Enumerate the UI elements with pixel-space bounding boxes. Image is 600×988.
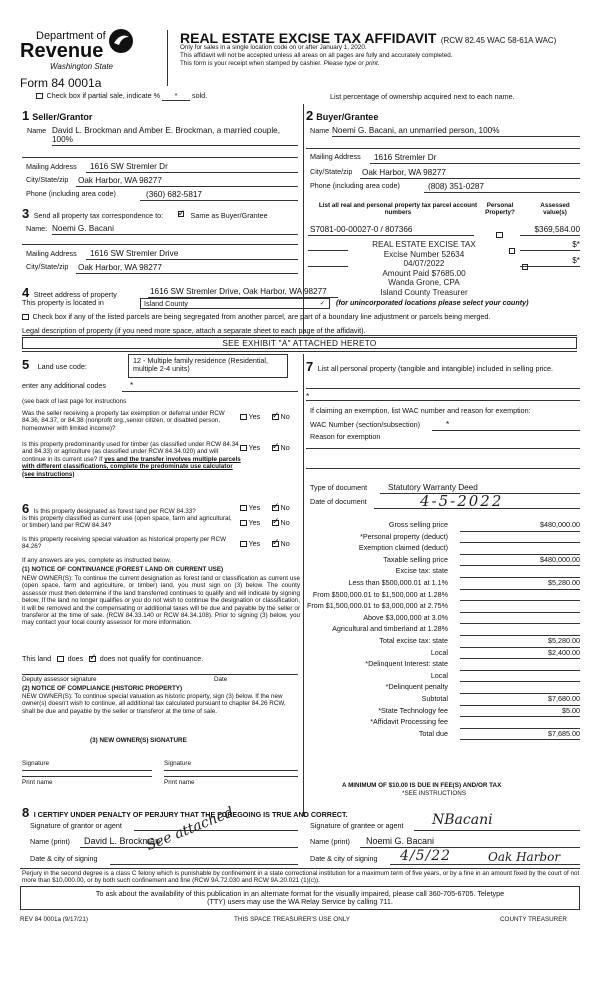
legal-description-value: SEE EXHIBIT "A" ATTACHED HERETO <box>222 339 377 348</box>
partial-sale-percent[interactable]: * <box>162 92 190 101</box>
calc-row <box>306 636 582 648</box>
sec8-number: 8 <box>22 805 30 820</box>
calc-row <box>306 520 582 532</box>
same-as-buyer-checkbox[interactable] <box>178 211 185 218</box>
calc-label: Local <box>430 647 448 657</box>
calc-value[interactable] <box>460 544 580 555</box>
historic-yes <box>240 540 260 548</box>
county-value: Island County <box>144 299 188 308</box>
doc-date-label: Date of document <box>310 497 367 506</box>
county-treasurer: COUNTY TREASURER <box>500 916 567 923</box>
form-number: Form 84 0001a <box>20 76 102 90</box>
header-note-3 <box>180 60 380 67</box>
certify-text: I CERTIFY UNDER PENALTY OF PERJURY THAT THE FOREGOING IS TRUE AND CORRECT. <box>33 810 348 819</box>
title-citation: (RCW 82.45 WAC 58-61A WAC) <box>440 36 557 45</box>
segregated-checkbox[interactable] <box>22 314 29 321</box>
grantee-sig-label: Signature of grantee or agent <box>310 821 404 830</box>
correspondence-heading <box>22 205 268 223</box>
landuse-label-row <box>22 356 87 374</box>
historic-no-checkbox[interactable] <box>272 541 279 548</box>
does-label: does <box>67 654 84 663</box>
sec7-label: List all personal property (tangible and intangible) included in selling price. <box>317 364 554 373</box>
timber-yes-checkbox[interactable] <box>240 445 247 452</box>
revenue-logo-icon <box>108 28 134 54</box>
segregated-row <box>22 313 490 321</box>
seller-city[interactable]: Oak Harbor, WA 98277 <box>78 176 162 185</box>
assessed-value-3[interactable]: $* <box>572 256 580 265</box>
access-line-2: (TTY) users may use the WA Relay Service by calling 711. <box>207 897 393 907</box>
calc-value[interactable] <box>460 602 580 613</box>
parcel-row-1[interactable]: S7081-00-00027-0 / 807366 <box>310 225 413 234</box>
corr-city[interactable]: Oak Harbor, WA 98277 <box>78 263 162 272</box>
forest-yes-label: Yes <box>248 503 261 512</box>
wac-label: WAC Number (section/subsection) <box>310 420 420 429</box>
wac-value[interactable]: * <box>446 420 450 429</box>
calc-value[interactable] <box>460 625 580 636</box>
calc-row <box>306 590 582 602</box>
grantor-date-label: Date & city of signing <box>30 854 98 863</box>
owner-print-label-2: Print name <box>164 779 195 786</box>
calc-row <box>306 682 582 694</box>
continuance-row <box>22 655 203 663</box>
calc-label: *Personal property (deduct) <box>360 531 448 541</box>
tax-calc-table <box>306 520 582 740</box>
buyer-city-label: City/State/zip <box>310 167 353 176</box>
buyer-name-label: Name <box>310 126 330 135</box>
assessed-value-2[interactable]: $* <box>572 240 580 249</box>
calc-label: Subtotal <box>421 693 448 703</box>
perjury-note: Perjury in the second degree is a class C felony which is punishable by confinement in a state correctional institution for a maximum term of five years, or by a fine in an amount fixed by the court of not more than $10,000.00, or by both such confinement and fine (RCW 9A.72.030 and RCW 9A.20.021 (1)(c)). <box>22 870 580 885</box>
calc-value[interactable] <box>460 672 580 683</box>
forest-no-checkbox[interactable] <box>272 505 279 512</box>
calc-row <box>306 717 582 729</box>
landuse-number: 5 <box>22 357 30 372</box>
does-not-label: does not qualify for continuance. <box>99 654 204 663</box>
this-land-label: This land <box>22 654 52 663</box>
stamp-line-6: Island County Treasurer <box>380 287 468 297</box>
grantee-city[interactable]: Oak Harbor <box>488 850 561 864</box>
current-use-no <box>272 519 290 527</box>
grantee-date-label: Date & city of signing <box>310 854 378 863</box>
seller-name-1[interactable]: David L. Brockman and Amber E. Brockman, a married couple, <box>52 126 280 135</box>
owner-signature-label-2: Signature <box>164 760 191 767</box>
grantor-name[interactable]: David L. Brockman <box>84 836 161 846</box>
calc-row <box>306 624 582 636</box>
seller-name-2[interactable]: 100% <box>52 135 73 144</box>
personal-col-header: Personal Property? <box>485 202 515 217</box>
same-as-buyer-label: Same as Buyer/Grantee <box>190 211 268 220</box>
note-3-text: This form is your receipt when stamped by cashier. <box>180 60 322 67</box>
exemption-yes-checkbox[interactable] <box>240 414 247 421</box>
notice1-body: NEW OWNER(S): To continue the current designation as forest land or classification as current use (open space, farm and agriculture, or timber) land, you must sign on (3) below. The county assessor must then determine if the land transferred continues to qualify and will indicate by signing below. If the land no longer qualifies or you do not wish to continue the designation or classification, it will be removed and the compensating or additional taxes will be due and payable by the seller or transferor at the time of sale. (RCW 84.33.140 or RCW 84.34.108). Prior to signing (3) below, you may contact your local county assessor for more information. <box>22 575 300 627</box>
partial-sale-checkbox[interactable] <box>36 93 43 100</box>
does-checkbox[interactable] <box>57 656 64 663</box>
calc-value[interactable]: $5,280.00 <box>460 637 580 648</box>
timber-yes-label: Yes <box>248 443 261 452</box>
answers-note: If any answers are yes, complete as instructed below. <box>22 557 172 564</box>
calc-row <box>306 706 582 718</box>
historic-no <box>272 540 290 548</box>
treasurer-only: THIS SPACE TREASURER'S USE ONLY <box>234 916 350 923</box>
forest-yes-checkbox[interactable] <box>240 505 247 512</box>
see-instructions: *SEE INSTRUCTIONS <box>402 790 467 797</box>
personal-property-value[interactable]: * <box>306 392 310 401</box>
grantee-date[interactable]: 4/5/22 <box>400 848 452 864</box>
assessed-col-header: Assessed value(s) <box>540 202 570 217</box>
timber-question-text: Is this property predominantly used for timber (as classified under RCW 84.34 and 84.33) or agriculture (as classified under RCW 84.34.020) and will continue in its current use? If <box>22 441 239 463</box>
timber-yes <box>240 444 260 452</box>
uninc-note: (for unincorporated locations please select your county) <box>336 298 529 307</box>
sec7-row <box>306 358 582 376</box>
timber-question-bold: yes and the transfer involves multiple parcels with different classifications, complete the predominate use calculator (see instructions) <box>22 455 241 478</box>
note-3-italic: Please type or print. <box>323 60 380 67</box>
partial-sale-label: Check box if partial sale, indicate % <box>46 91 160 100</box>
buyer-phone-label: Phone (including area code) <box>310 181 400 190</box>
grantee-signature[interactable]: NBacani <box>432 812 493 828</box>
calc-row <box>306 555 582 567</box>
calc-row <box>306 671 582 683</box>
see-back-note: (see back of last page for instructions <box>22 398 127 405</box>
legal-description-box[interactable] <box>22 337 577 349</box>
dept-name: Revenue <box>20 40 104 62</box>
exemption-yes <box>240 413 260 421</box>
calc-value[interactable] <box>460 567 580 578</box>
calc-label: *Delinquent Interest: state <box>365 659 448 669</box>
deputy-signature-label: Deputy assessor signature <box>22 676 97 683</box>
grantor-sig-label: Signature of grantor or agent <box>30 821 122 830</box>
calc-row <box>306 648 582 660</box>
grantee-name-label: Name (print) <box>310 837 350 846</box>
seller-city-label: City/State/zip <box>26 175 69 184</box>
reason-label: Reason for exemption <box>310 432 381 441</box>
notice1-title: (1) NOTICE OF CONTINUANCE (FOREST LAND OR CURRENT USE) <box>22 566 224 573</box>
notice2-body: NEW OWNER(S): To continue special valuation as historic property, sign (3) below. If the new owner(s) doesn't wish to continue, all additional tax calculated pursuant to chapter 84.26 RCW, shall be due and payable by the seller or transferor at the time of sale. <box>22 693 286 715</box>
excise-stamp <box>360 240 488 298</box>
seller-phone-label: Phone (including area code) <box>26 189 116 198</box>
calc-label: Local <box>430 670 448 680</box>
buyer-number: 2 <box>306 108 314 123</box>
calc-label: Less than $500,000.01 at 1.1% <box>348 577 448 587</box>
stamp-line-1: REAL ESTATE EXCISE TAX <box>372 240 476 249</box>
seller-mailing[interactable]: 1616 SW Stremler Dr <box>90 162 168 171</box>
calc-value[interactable] <box>460 533 580 544</box>
grantor-date-city[interactable]: See attached <box>144 804 236 854</box>
calc-row <box>306 566 582 578</box>
certify-row <box>22 804 348 822</box>
forest-no <box>272 504 290 512</box>
personal-property-checkbox-2[interactable] <box>509 248 516 255</box>
calc-label: Excise tax: state <box>395 566 448 576</box>
partial-sale-sold: sold. <box>191 91 208 100</box>
stamp-line-5: Wanda Grone, CPA <box>388 278 460 288</box>
seller-title: Seller/Grantor <box>32 112 93 122</box>
grantor-name-label: Name (print) <box>30 837 70 846</box>
calc-row <box>306 601 582 613</box>
current-use-no-label: No <box>280 518 290 527</box>
timber-no-checkbox[interactable] <box>272 445 279 452</box>
exempt-label: If claiming an exemption, list WAC number and reason for exemption: <box>310 406 531 415</box>
landuse-label: Land use code: <box>37 362 87 371</box>
seller-heading <box>22 108 92 123</box>
corr-name-label: Name: <box>26 224 48 233</box>
corr-name[interactable]: Noemi G. Bacani <box>52 224 114 233</box>
buyer-mailing[interactable]: 1616 Stremler Dr <box>374 153 437 162</box>
forest-no-label: No <box>280 503 290 512</box>
historic-yes-label: Yes <box>248 539 261 548</box>
calc-label: Above $3,000,000 at 3.0% <box>363 612 448 622</box>
calc-label: *Delinquent penalty <box>385 682 448 692</box>
calc-label: From $1,500,000.01 to $3,000,000 at 2.75% <box>306 601 448 611</box>
street-label: Street address of property <box>33 290 117 299</box>
access-line-1: To ask about the availability of this publication in an alternate format for the visually impaired, please call 360-705-6705. Teletype <box>95 889 505 898</box>
calc-label: *State Technology fee <box>378 705 448 715</box>
timber-no <box>272 444 290 452</box>
calc-value[interactable]: $2,400.00 <box>460 649 580 660</box>
historic-yes-checkbox[interactable] <box>240 541 247 548</box>
calc-value[interactable]: $7,685.00 <box>460 730 580 741</box>
calc-label: Total excise tax: state <box>379 635 448 645</box>
corr-mailing[interactable]: 1616 SW Stremler Drive <box>90 249 179 258</box>
calc-value[interactable]: $480,000.00 <box>460 556 580 567</box>
seller-phone[interactable]: (360) 682-5817 <box>146 190 202 199</box>
buyer-name[interactable]: Noemi G. Bacani, an unmarried person, 100% <box>332 126 500 135</box>
stamp-line-2: Excise Number 52634 <box>383 249 465 259</box>
calc-value[interactable] <box>460 683 580 694</box>
calc-row <box>306 578 582 590</box>
historic-no-label: No <box>280 539 290 548</box>
legal-label: Legal description of property (if you need more space, attach a separate sheet to each page of the affidavit). <box>22 326 366 335</box>
deputy-date-label: Date <box>214 676 228 683</box>
sec7-number: 7 <box>306 359 314 374</box>
corr-title: Send all property tax correspondence to: <box>33 211 164 220</box>
calc-value[interactable]: $5.00 <box>460 707 580 718</box>
segregated-text: Check box if any of the listed parcels are being segregated from another parcel, are part of a boundary line adjustment or parcels being merged. <box>32 312 491 321</box>
corr-number: 3 <box>22 206 30 221</box>
corr-mailing-label: Mailing Address <box>26 249 77 258</box>
exemption-no-checkbox[interactable] <box>272 414 279 421</box>
calc-value[interactable] <box>460 660 580 671</box>
forest-question: Is this property designated as forest land per RCW 84.33? <box>33 508 196 515</box>
calc-label: From $500,000.01 to $1,500,000 at 1.28% <box>312 589 448 599</box>
minimum-note: A MINIMUM OF $10.00 IS DUE IN FEE(S) AND/OR TAX <box>342 782 502 789</box>
street-number: 4 <box>22 285 30 300</box>
exemption-no <box>272 413 290 421</box>
calc-label: Exemption claimed (deduct) <box>358 543 448 553</box>
header-note-1: Only for sales in a single location code on or after January 1, 2020. <box>180 44 367 51</box>
calc-row <box>306 659 582 671</box>
exemption-no-label: No <box>280 412 290 421</box>
buyer-mailing-label: Mailing Address <box>310 152 361 161</box>
additional-codes-value[interactable]: * <box>130 381 134 390</box>
dept-line: Department of <box>36 30 106 42</box>
calc-label: Taxable selling price <box>383 554 448 564</box>
sec6-number: 6 <box>22 501 30 516</box>
forest-yes <box>240 504 260 512</box>
doc-date-value[interactable]: 4-5-2022 <box>420 492 504 510</box>
assessed-value-1[interactable]: $369,584.00 <box>534 225 580 234</box>
does-not-checkbox[interactable] <box>89 656 96 663</box>
timber-no-label: No <box>280 443 290 452</box>
notice2-title: (2) NOTICE OF COMPLIANCE (HISTORIC PROPERTY) <box>22 685 183 692</box>
buyer-phone[interactable]: (808) 351-0287 <box>428 182 484 191</box>
calc-label: Agricultural and timberland at 1.28% <box>332 624 448 634</box>
corr-city-label: City/State/zip <box>26 262 69 271</box>
landuse-select[interactable] <box>128 354 288 378</box>
landuse-value: 12 - Multiple family residence (Residential, multiple 2-4 units) <box>133 356 269 374</box>
title-text: REAL ESTATE EXCISE TAX AFFIDAVIT <box>180 30 437 46</box>
calc-label: Total due <box>418 728 448 738</box>
grantee-name[interactable]: Noemi G. Bacani <box>366 836 435 846</box>
current-use-yes <box>240 519 260 527</box>
current-use-yes-checkbox[interactable] <box>240 520 247 527</box>
revision: REV 84 0001a (9/17/21) <box>20 916 88 923</box>
calc-label: Gross selling price <box>388 520 448 529</box>
notice3-title: (3) NEW OWNER(S) SIGNATURE <box>90 737 187 744</box>
calc-label: *Affidavit Processing fee <box>370 717 448 727</box>
calc-value[interactable]: $5,280.00 <box>460 579 580 590</box>
calc-value[interactable] <box>460 614 580 625</box>
buyer-city[interactable]: Oak Harbor, WA 98277 <box>362 168 446 177</box>
owner-signature-label-1: Signature <box>22 760 49 767</box>
owner-print-label-1: Print name <box>22 779 53 786</box>
buyer-title: Buyer/Grantee <box>316 112 379 122</box>
personal-property-checkbox-1[interactable] <box>496 232 503 239</box>
seller-number: 1 <box>22 108 30 123</box>
accessibility-box <box>20 886 580 910</box>
county-dropdown-icon: ✓ <box>319 300 325 307</box>
header-note-2: This affidavit will not be accepted unless all areas on all pages are fully and accurately completed. <box>180 52 453 59</box>
timber-question <box>22 441 242 478</box>
stamp-line-3: 04/07/2022 <box>403 259 445 269</box>
calc-value[interactable]: $480,000.00 <box>460 521 580 532</box>
calc-row <box>306 729 582 741</box>
doc-type-value[interactable]: Statutory Warranty Deed <box>388 483 478 492</box>
calc-row <box>306 694 582 706</box>
current-use-question: Is this property classified as current use (open space, farm and agricultural, or timber) land per RCW 84.34? <box>22 515 232 530</box>
calc-row <box>306 532 582 544</box>
street-address[interactable]: 1616 SW Stremler Drive, Oak Harbor, WA 98277 <box>150 287 327 296</box>
stamp-line-4: Amount Paid $7685.00 <box>382 268 466 278</box>
exemption-yes-label: Yes <box>248 412 261 421</box>
state-name: Washington State <box>50 62 114 71</box>
located-label: This property is located in <box>22 298 104 307</box>
partial-sale-row <box>36 92 207 101</box>
calc-row <box>306 543 582 555</box>
current-use-no-checkbox[interactable] <box>272 520 279 527</box>
calc-value[interactable] <box>460 591 580 602</box>
buyer-heading <box>306 108 378 123</box>
calc-value[interactable] <box>460 718 580 729</box>
seller-mailing-label: Mailing Address <box>26 162 77 171</box>
current-use-yes-label: Yes <box>248 518 261 527</box>
county-select[interactable] <box>140 298 330 309</box>
calc-value[interactable]: $7,680.00 <box>460 695 580 706</box>
additional-codes-label: enter any additional codes <box>22 381 106 390</box>
parcel-col-header: List all real and personal property tax parcel account numbers <box>318 202 478 217</box>
exemption-question: Was the seller receiving a property tax exemption or deferral under RCW 84.36, 84.37, or 84.38 (nonprofit org.,senior citizen, or disabled person, homeowner with limited income)? <box>22 410 225 432</box>
doc-type-label: Type of document <box>310 483 368 492</box>
seller-name-label: Name <box>27 126 47 135</box>
calc-row <box>306 613 582 625</box>
ownership-note: List percentage of ownership acquired next to each name. <box>330 92 515 101</box>
historic-question: Is this property receiving special valuation as historical property per RCW 84.26? <box>22 536 227 551</box>
